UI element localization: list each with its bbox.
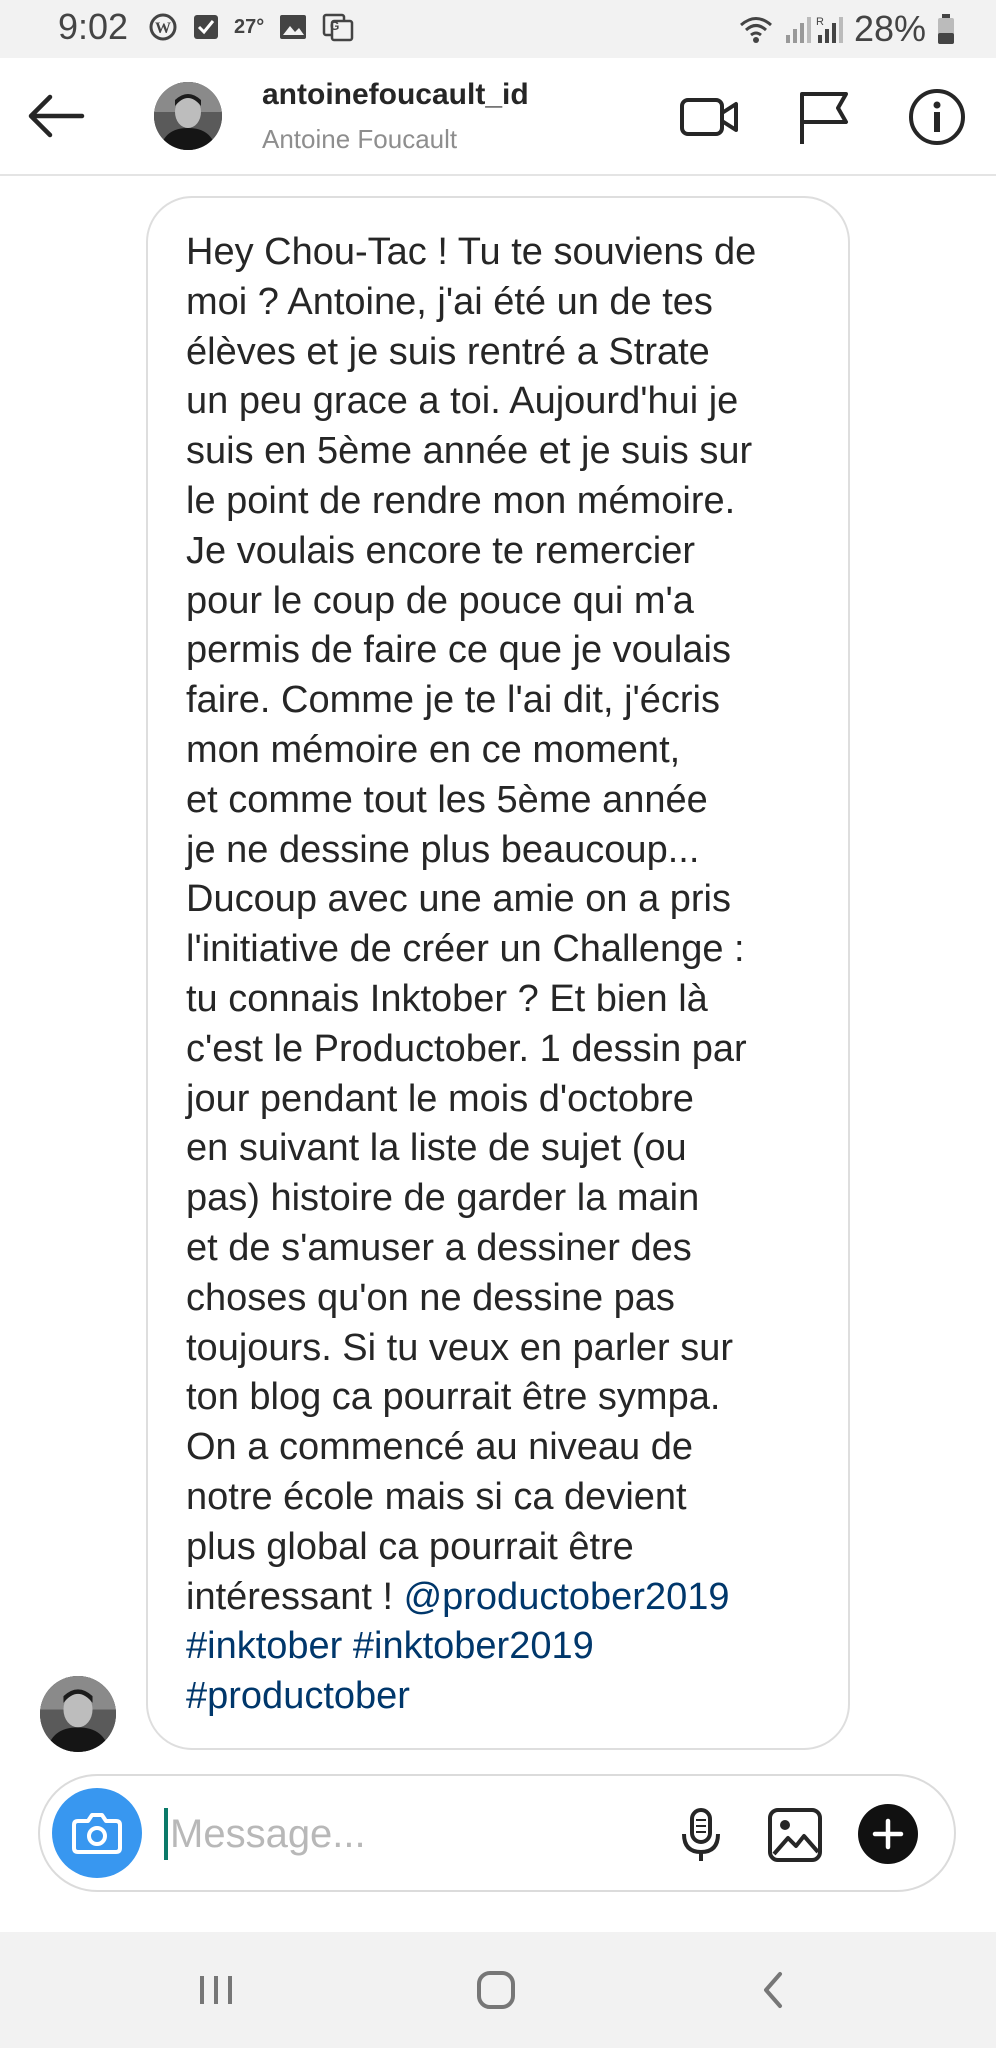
info-icon[interactable] <box>906 86 968 148</box>
image-icon <box>278 13 308 41</box>
system-nav-bar <box>0 1932 996 2048</box>
video-call-icon[interactable] <box>678 86 740 148</box>
plus-icon <box>858 1804 918 1864</box>
message-input[interactable] <box>168 1798 652 1870</box>
hashtag-link[interactable]: #inktober <box>186 1625 343 1668</box>
signal-icon <box>784 13 844 45</box>
chat-username[interactable]: antoinefoucault_id <box>262 78 529 111</box>
svg-text:R: R <box>815 16 824 28</box>
back-icon[interactable] <box>744 1960 804 2020</box>
hashtag-link[interactable]: #inktober2019 <box>352 1625 594 1668</box>
sender-avatar[interactable] <box>40 1676 116 1752</box>
svg-text:W: W <box>155 20 171 37</box>
checkbox-icon <box>192 13 220 41</box>
plus-button[interactable] <box>858 1804 918 1864</box>
gallery-icon[interactable] <box>766 1806 824 1864</box>
hashtags <box>186 1622 812 1722</box>
svg-text:G: G <box>330 19 340 33</box>
camera-icon <box>52 1788 142 1878</box>
avatar[interactable] <box>154 82 222 150</box>
message-composer <box>38 1774 956 1892</box>
hashtag-link[interactable]: #productober <box>186 1675 410 1718</box>
back-arrow-icon[interactable] <box>24 88 88 144</box>
notification-icons <box>148 12 354 42</box>
microphone-icon[interactable] <box>672 1806 730 1864</box>
status-time: 9:02 <box>58 6 129 47</box>
chat-full-name: Antoine Foucault <box>262 124 458 154</box>
mention-link[interactable]: @productober2019 <box>403 1575 730 1618</box>
home-icon[interactable] <box>466 1960 526 2020</box>
battery-icon <box>936 13 956 45</box>
camera-button[interactable] <box>52 1788 142 1878</box>
recent-apps-icon[interactable] <box>186 1960 246 2020</box>
message-bubble[interactable] <box>146 196 850 1750</box>
status-bar <box>0 0 996 58</box>
temperature-text: 27° <box>234 16 265 38</box>
system-status <box>738 8 956 50</box>
battery-percent: 28% <box>853 8 926 49</box>
wifi-icon <box>738 14 774 44</box>
flag-icon[interactable] <box>792 86 854 148</box>
avatar-photo <box>40 1676 116 1752</box>
avatar-photo <box>154 82 222 150</box>
wordpress-icon <box>148 12 178 42</box>
chat-header <box>0 58 996 176</box>
message-text <box>186 228 812 1622</box>
translate-icon <box>322 12 354 42</box>
message-body: Hey Chou-Tac ! Tu te souviens de moi ? Antoine, j'ai été un de tes élèves et je suis rentré a Strate un peu grace a toi. Aujourd'hui je suis en 5ème année et je suis sur le point de rendre mon mémoire. Je voulais encore te remercier pour le coup de pouce qui m'a permis de faire ce que je voulais faire. Comme je te l'ai dit, j'écris mon mémoire en ce moment, et comme tout les 5ème année je ne dessine plus beaucoup... Ducoup avec une amie on a pris l'initiative de créer un Challenge : tu connais Inktober ? Et bien là c'est le Productober. 1 dessin par jour pendant le mois d'octobre en suivant la liste de sujet (ou pas) histoire de garder la main et de s'amuser a dessiner des choses qu'on ne dessine pas toujours. Si tu veux en parler sur ton blog ca pourrait être sympa. On a commencé au niveau de notre école mais si ca devient plus global ca pourrait être intéressant ! <box>186 231 757 1618</box>
